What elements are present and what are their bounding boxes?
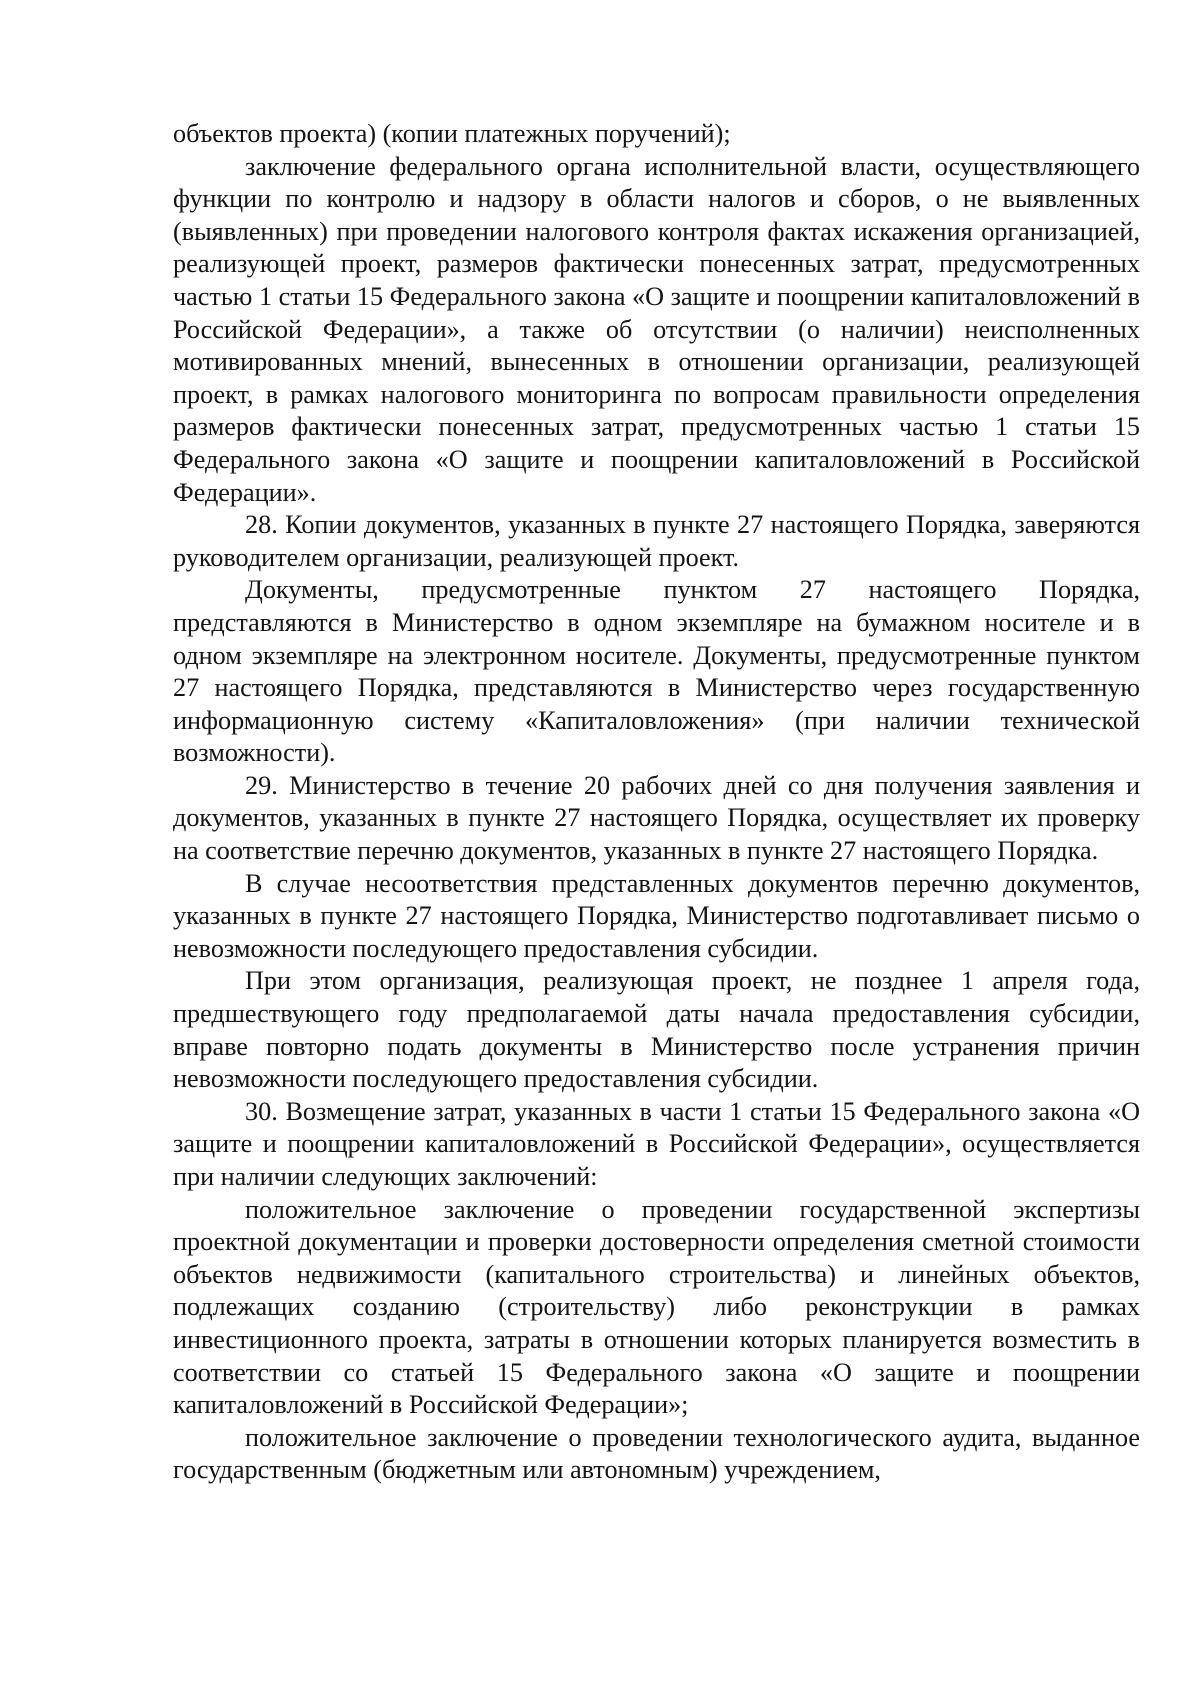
paragraph-noncompliance: В случае несоответствия представленных документов перечню документов, указанных в пункте 27 настоящего Порядка, Министерство подготавливает письмо о невозможности последующего предоставления субсидии.: [173, 868, 1140, 963]
paragraph-technology-audit: положительное заключение о проведении технологического аудита, выданное государственным (бюджетным или автономным) учреждением,: [173, 1422, 1140, 1485]
paragraph-tax-authority-conclusion: заключение федерального органа исполнительной власти, осуществляющего функции по контролю и надзору в области налогов и сборов, о не выявленных (выявленных) при проведении налогового контроля фактах искажения организацией, реализующей проект, размеров фактически понесенных затрат, предусмотренных частью 1 статьи 15 Федерального закона «О защите и поощрении капиталовложений в Российской Федерации», а также об отсутствии (о наличии) неисполненных мотивированных мнений, вынесенных в отношении организации, реализующей проект, в рамках налогового мониторинга по вопросам правильности определения размеров фактически понесенных затрат, предусмотренных частью 1 статьи 15 Федерального закона «О защите и поощрении капиталовложений в Российской Федерации».: [173, 151, 1140, 507]
document-page: [173, 118, 1140, 1487]
paragraph-continuation: объектов проекта) (копии платежных поручений);: [173, 119, 731, 148]
paragraph-item-30: 30. Возмещение затрат, указанных в части 1 статьи 15 Федерального закона «О защите и поощрении капиталовложений в Российской Федерации», осуществляется при наличии следующих заключений:: [173, 1096, 1140, 1191]
paragraph-item-28: 28. Копии документов, указанных в пункте 27 настоящего Порядка, заверяются руководителем организации, реализующей проект.: [173, 510, 1140, 572]
paragraph-item-29: 29. Министерство в течение 20 рабочих дней со дня получения заявления и документов, указанных в пункте 27 настоящего Порядка, осуществляет их проверку на соответствие перечню документов, указанных в пункте 27 настоящего Порядка.: [173, 770, 1140, 866]
paragraph-state-expertise: положительное заключение о проведении государственной экспертизы проектной документации и проверки достоверности определения сметной стоимости объектов недвижимости (капитального строительства) и линейных объектов, подлежащих созданию (строительству) либо реконструкции в рамках инвестиционного проекта, затраты в отношении которых планируется возместить в соответствии со статьей 15 Федерального закона «О защите и поощрении капиталовложений в Российской Федерации»;: [173, 1194, 1140, 1420]
paragraph-documents-submission: Документы, предусмотренные пунктом 27 настоящего Порядка, представляются в Министерство в одном экземпляре на бумажном носителе и в одном экземпляре на электронном носителе. Документы, предусмотренные пунктом 27 настоящего Порядка, представляются в Министерство через государственную информационную систему «Капиталовложения» (при наличии технической возможности).: [173, 575, 1140, 768]
paragraph-resubmission: При этом организация, реализующая проект, не позднее 1 апреля года, предшествующего году предполагаемой даты начала предоставления субсидии, вправе повторно подать документы в Министерство после устранения причин невозможности последующего предоставления субсидии.: [173, 966, 1140, 1094]
